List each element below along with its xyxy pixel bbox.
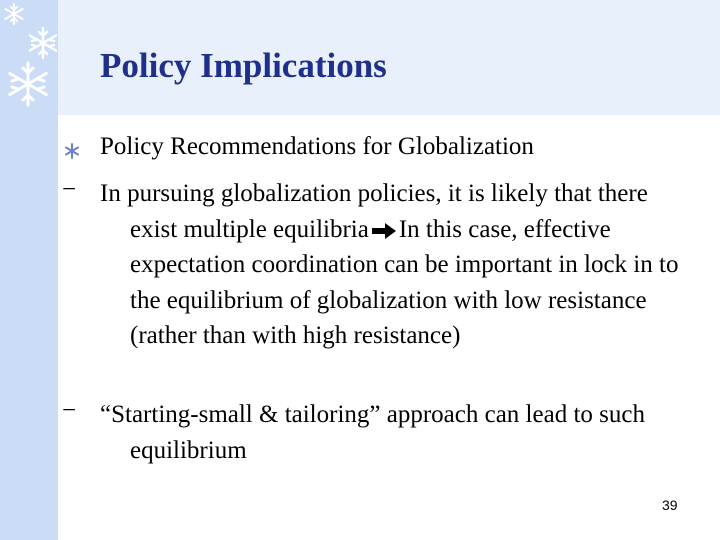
- page-number: 39: [662, 497, 678, 513]
- dash-marker-1: −: [62, 176, 77, 203]
- subitem-2: “Starting-small & tailoring” approach can lead to such equilibrium: [100, 401, 645, 464]
- subitem-1-text-a: In pursuing globalization policies, it is likely that there exist multiple equilibria: [100, 180, 648, 243]
- asterisk-bullet-icon: [64, 143, 80, 159]
- right-arrow-icon: [371, 221, 397, 241]
- slide-title: Policy Implications: [100, 46, 387, 85]
- bullet-main-text: Policy Recommendations for Globalization: [100, 133, 534, 160]
- dash-marker-2: −: [62, 397, 77, 424]
- subitem-1-text-b: In this case, effective expectation coordination can be important in lock in to the equilibrium of globalization with low resistance (rather than with high resistance): [130, 215, 679, 349]
- subitem-1: [100, 176, 690, 354]
